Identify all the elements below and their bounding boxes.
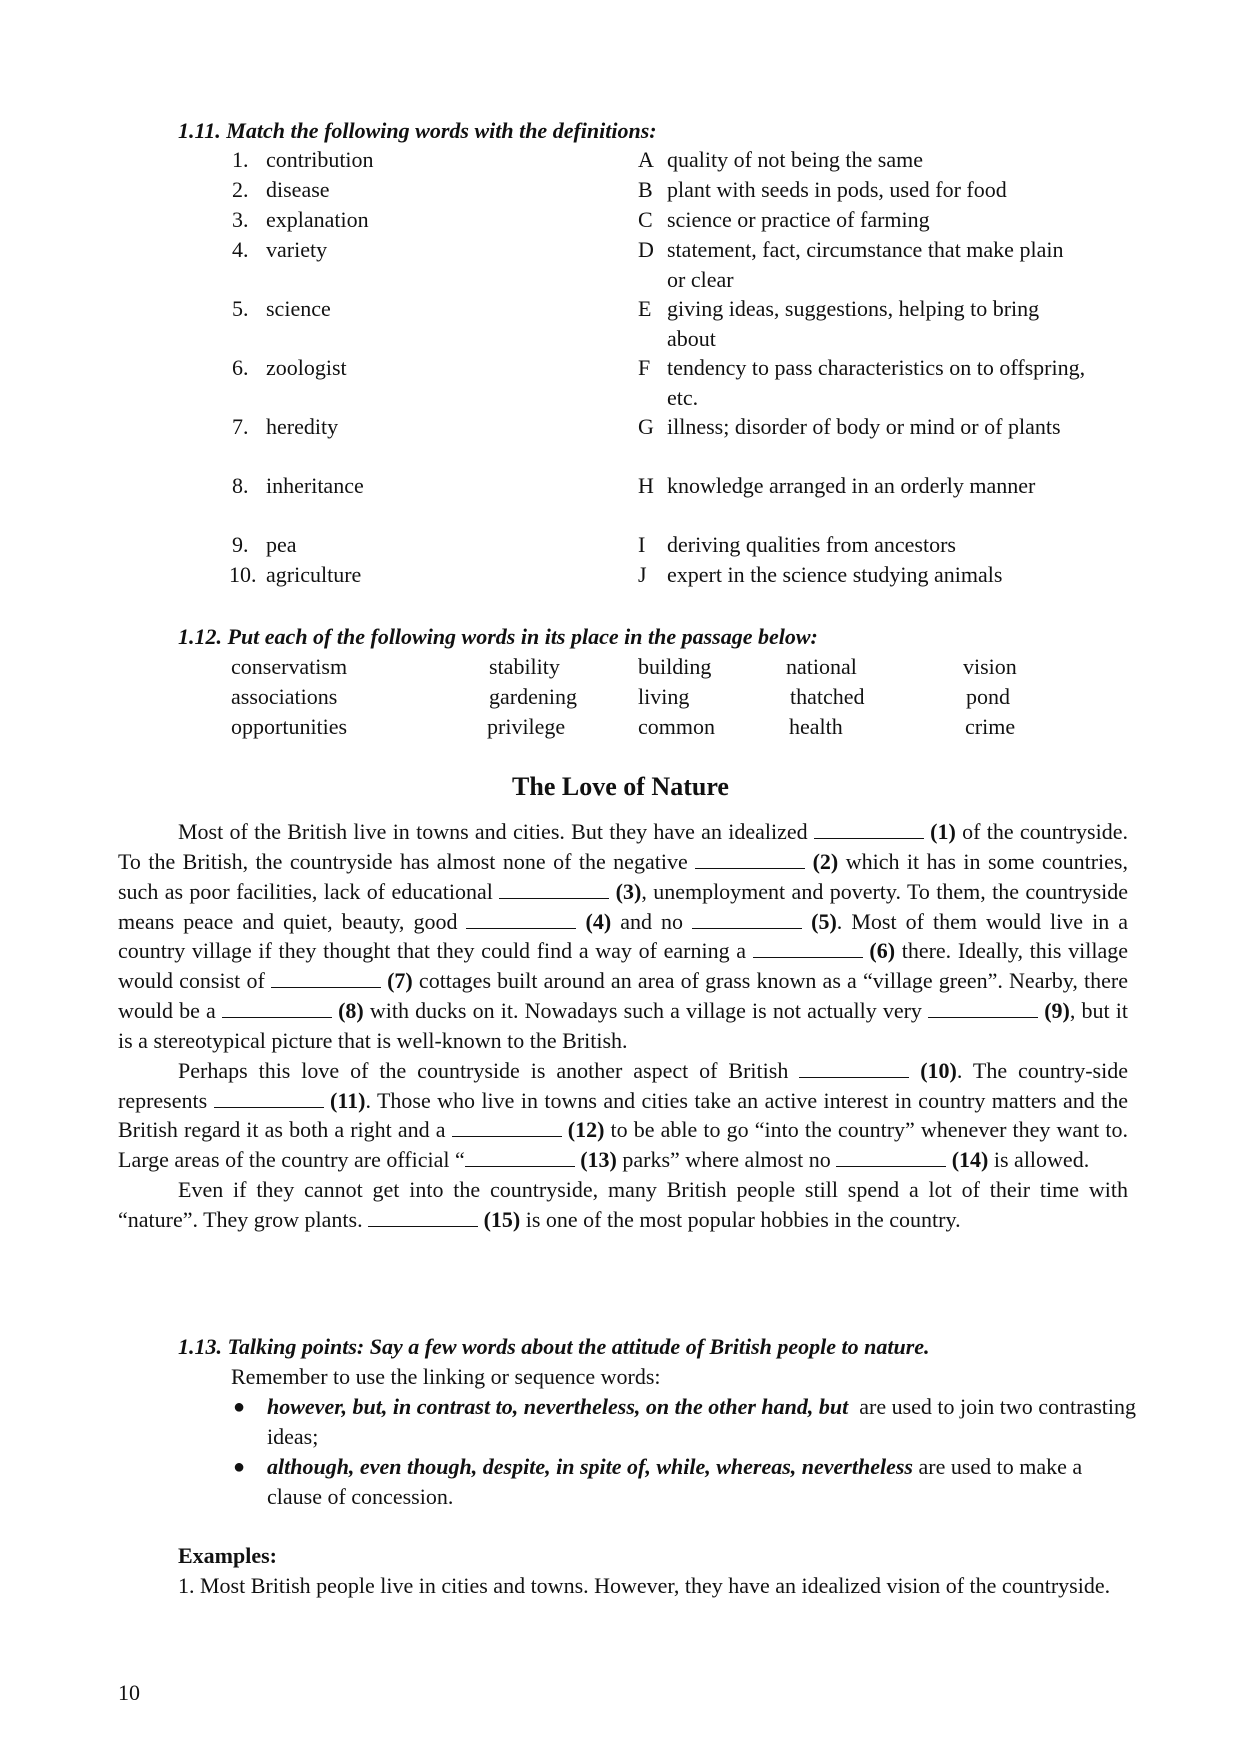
passage-paragraph: Most of the British live in towns and cities. But they have an idealized (1) of the countryside. To the British, the countryside has almost none of the negative (2) which it has in some countries, such as poor facilities, lack of educational (3), unemployment and poverty. To them, the countryside means peace and quiet, beauty, good (4) and no (5). Most of them would live in a country village if they thought that they could find a way of earning a (6) there. Ideally, this village would consist of (7) cottages built around an area of grass known as a “village green”. Nearby, there would be a (8) with ducks on it. Nowadays such a village is not actually very (9), but it is a stereotypical picture that is well-known to the British. [118,819,1129,1053]
page-number: 10 [118,1680,140,1705]
match-word: zoologist [266,355,347,380]
definition-letter: G [638,414,654,439]
definition-letter: F [638,355,651,380]
gap-number: (10) [920,1057,957,1083]
match-row [0,530,1241,560]
answer-blank[interactable] [836,1148,946,1167]
gap-number: (6) [869,938,896,964]
match-word: agriculture [266,562,362,587]
match-word: explanation [266,207,369,232]
word-bank-item: national [786,654,857,679]
gap-number: (8) [338,998,364,1024]
definition-letter: E [638,296,652,321]
gap-number: (15) [483,1206,521,1232]
definition-letter: C [638,207,653,232]
word-bank-item: common [638,714,715,739]
word-bank-item: building [638,654,712,679]
bullet-text: are used to make a clause of concession. [267,1454,1083,1509]
match-row [0,471,1241,501]
word-number: 1. [232,147,249,172]
match-word: variety [266,237,328,262]
word-number: 10. [229,562,257,587]
linking-words: however, but, in contrast to, nevertheless, on the other hand, but [267,1394,849,1419]
match-word: science [266,296,331,321]
definition-letter: I [638,532,646,557]
definition-letter: B [638,177,653,202]
passage-paragraph: Perhaps this love of the countryside is another aspect of British (10). The country-side represents (11). Those who live in towns and cities take an active interest in country matters and the British regard it as both a right and a (12) to be able to go “into the country” whenever they want to. Large areas of the country are official “ (13) parks” where almost no (14) is allowed. [118,1057,1129,1173]
word-number: 5. [232,296,249,321]
gap-number: (14) [951,1147,989,1173]
match-word: disease [266,177,330,202]
passage-body [118,817,1128,1235]
definition-text: deriving qualities from ancestors [667,532,956,557]
bullet-dot-icon: ● [233,1396,246,1418]
exercise-1-11-heading: 1.11. Match the following words with the definitions: [178,118,657,143]
definition-text: plant with seeds in pods, used for food [667,177,1007,202]
definition-text: expert in the science studying animals [667,562,1003,587]
match-word: pea [266,532,297,557]
example-text: 1. Most British people live in cities and towns. However, they have an idealized vision of the countryside. [178,1573,1111,1598]
definition-letter: A [638,147,654,172]
word-bank-item: living [638,684,690,709]
word-bank-item: conservatism [231,654,348,679]
definition-text: giving ideas, suggestions, helping to bring about [667,296,1040,351]
definition-text: statement, fact, circumstance that make plain or clear [667,237,1064,292]
definition-text: illness; disorder of body or mind or of plants [667,414,1061,439]
match-word: contribution [266,147,374,172]
definition-letter: H [638,473,654,498]
passage-title: The Love of Nature [512,772,729,801]
match-row [0,353,1241,410]
match-row [0,145,1241,175]
exercise-1-13-heading: 1.13. Talking points: Say a few words about the attitude of British people to nature. [178,1334,930,1359]
definition-text: tendency to pass characteristics on to offspring, etc. [667,355,1086,410]
match-word: inheritance [266,473,364,498]
answer-blank[interactable] [928,999,1038,1018]
word-number: 8. [232,473,249,498]
word-bank-item: health [789,714,843,739]
answer-blank[interactable] [465,1148,575,1167]
word-bank-item: thatched [790,684,865,709]
answer-blank[interactable] [466,910,576,929]
gap-number: (2) [812,848,839,874]
match-row [0,294,1241,351]
instruction-text: Remember to use the linking or sequence words: [231,1364,661,1389]
answer-blank[interactable] [222,999,332,1018]
definition-letter: D [638,237,654,262]
word-number: 4. [232,237,249,262]
answer-blank[interactable] [214,1089,324,1108]
definition-text: knowledge arranged in an orderly manner [667,473,1036,498]
gap-number: (12) [567,1117,605,1143]
word-number: 3. [232,207,249,232]
answer-blank[interactable] [692,910,802,929]
word-bank-item: associations [231,684,338,709]
word-bank-item: stability [489,654,560,679]
match-row [0,205,1241,235]
linking-words: although, even though, despite, in spite of, while, whereas, nevertheless [267,1454,913,1479]
match-row [0,235,1241,292]
answer-blank[interactable] [753,939,863,958]
word-bank-item: vision [963,654,1017,679]
answer-blank[interactable] [799,1059,909,1078]
gap-number: (5) [811,908,837,934]
answer-blank[interactable] [271,969,381,988]
word-bank-item: crime [965,714,1016,739]
word-number: 2. [232,177,249,202]
definition-text: science or practice of farming [667,207,930,232]
answer-blank[interactable] [499,880,609,899]
bullet-dot-icon: ● [233,1456,246,1478]
examples-heading: Examples: [178,1543,277,1568]
bullet-text: are used to join two contrasting ideas; [267,1394,1137,1449]
word-number: 9. [232,532,249,557]
gap-number: (13) [580,1147,617,1173]
passage-paragraph: Even if they cannot get into the countryside, many British people still spend a lot of their time with “nature”. They grow plants. (15) is one of the most popular hobbies in the country. [118,1177,1128,1232]
exercise-1-12-heading: 1.12. Put each of the following words in its place in the passage below: [178,624,818,649]
answer-blank[interactable] [452,1118,562,1137]
word-bank-item: gardening [489,684,577,709]
gap-number: (1) [930,819,956,844]
answer-blank[interactable] [368,1208,478,1227]
match-row [0,175,1241,205]
gap-number: (3) [615,878,642,904]
word-number: 6. [232,355,249,380]
gap-number: (11) [330,1087,366,1113]
word-bank-item: opportunities [231,714,348,739]
definition-letter: J [638,562,647,587]
word-bank-item: pond [966,684,1010,709]
match-word: heredity [266,414,339,439]
gap-number: (7) [387,968,413,994]
answer-blank[interactable] [814,820,924,839]
word-bank-item: privilege [487,714,566,739]
gap-number: (9) [1044,998,1070,1024]
definition-text: quality of not being the same [667,147,923,172]
match-row [0,560,1241,590]
match-row [0,412,1241,442]
gap-number: (4) [585,908,612,934]
answer-blank[interactable] [695,850,805,869]
word-number: 7. [232,414,249,439]
